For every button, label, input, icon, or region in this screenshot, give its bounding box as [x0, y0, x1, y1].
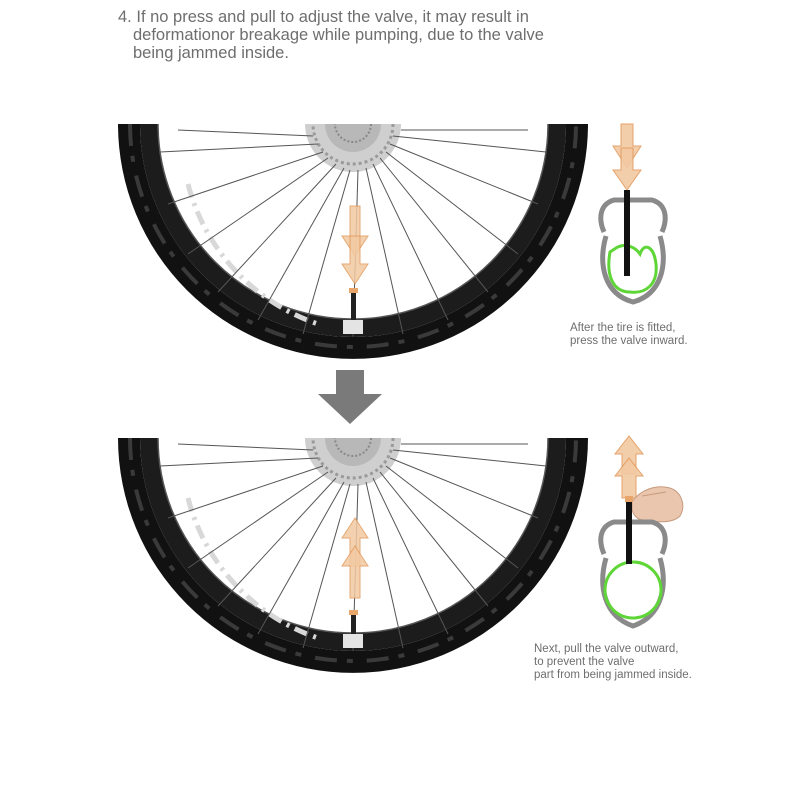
valve: [626, 500, 632, 564]
cross-section-pull-svg: [596, 436, 686, 636]
valve: [624, 190, 630, 276]
valve-stem: [351, 612, 356, 636]
valve-stem: [351, 290, 356, 320]
rim-logo: [343, 634, 363, 648]
rim-profile: [601, 522, 665, 554]
step-number: 4.: [118, 8, 132, 26]
caption-press: [570, 322, 688, 348]
cross-section-press: [596, 124, 670, 314]
caption-pull: [534, 643, 692, 682]
inner-tube-deformed: [609, 246, 656, 293]
rim-profile: [601, 200, 665, 232]
heading-line-1: [118, 8, 678, 26]
caption-press-line-2: press the valve inward.: [570, 335, 688, 347]
transition-arrow: [318, 370, 382, 424]
instruction-heading: [118, 8, 678, 62]
pull-arrow-wheel: [342, 518, 368, 598]
caption-pull-line-3: part from being jammed inside.: [534, 669, 692, 681]
inner-tube-round: [605, 562, 661, 618]
hand: [632, 487, 683, 522]
caption-pull-line-2: to prevent the valve: [534, 656, 635, 668]
heading-line-2: deformationor breakage while pumping, due to the valve: [133, 26, 544, 44]
caption-pull-line-1: Next, pull the valve outward,: [534, 643, 679, 655]
caption-press-line-1: After the tire is fitted,: [570, 322, 676, 334]
big-down-arrow-icon: [318, 370, 382, 424]
cross-section-pull: [596, 436, 686, 636]
press-arrow-wheel: [342, 206, 368, 284]
rim-logo: [343, 320, 363, 334]
up-arrow-icon: [342, 518, 368, 598]
down-arrow-icon: [342, 206, 368, 284]
cross-section-press-svg: [596, 124, 670, 314]
tire-profile: [603, 558, 663, 626]
heading-text-1: If no press and pull to adjust the valve, it may result in: [136, 8, 529, 26]
heading-line-3: being jammed inside.: [133, 44, 289, 62]
